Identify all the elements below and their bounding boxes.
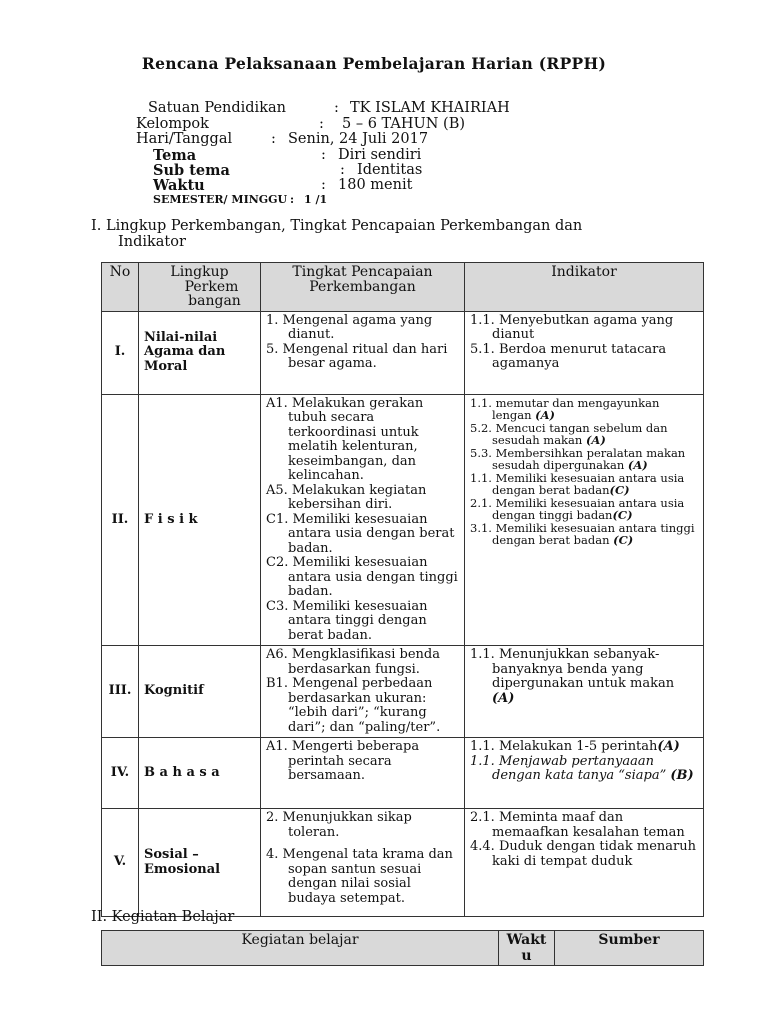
header-waktu-l2: u bbox=[521, 948, 532, 964]
row-indikator bbox=[465, 809, 704, 917]
tingkat-item: 4. Mengenal tata krama dan sopan santun sesuai dengan nilai sosial budaya setempat. bbox=[266, 847, 453, 906]
subtema-value: Identitas bbox=[357, 162, 423, 178]
section1-heading-line2: Indikator bbox=[118, 234, 186, 250]
tingkat-item: C1. Memiliki kesesuaian antara usia dengan berat badan. bbox=[266, 511, 455, 556]
row-lingkup: B a h a s a bbox=[139, 738, 261, 809]
perkembangan-table bbox=[101, 262, 704, 917]
tingkat-item: 5. Mengenal ritual dan hari besar agama. bbox=[266, 341, 448, 371]
header-lingkup bbox=[139, 263, 261, 312]
semester-label: SEMESTER/ MINGGU bbox=[153, 193, 288, 206]
row-tingkat bbox=[261, 809, 465, 917]
kelompok-label: Kelompok bbox=[136, 116, 209, 132]
semester-value: 1 /1 bbox=[304, 193, 328, 206]
section1-heading-line1: I. Lingkup Perkembangan, Tingkat Pencapaian Perkembangan dan bbox=[91, 218, 583, 234]
table-row bbox=[102, 394, 704, 646]
indikator-item: 2.1. Meminta maaf dan memaafkan kesalahan teman bbox=[470, 810, 685, 840]
row-indikator bbox=[465, 311, 704, 394]
tingkat-item: 2. Menunjukkan sikap toleran. bbox=[266, 810, 412, 840]
row-indikator bbox=[465, 738, 704, 809]
subtema-label: Sub tema bbox=[153, 162, 230, 179]
indikator-item: 1.1. Melakukan 1-5 perintah(A) bbox=[470, 739, 680, 754]
waktu-label: Waktu bbox=[153, 177, 205, 194]
header-waktu bbox=[499, 931, 555, 966]
header-lingkup-l2: Perkem bbox=[184, 278, 239, 295]
tingkat-item: C2. Memiliki kesesuaian antara usia dengan tinggi badan. bbox=[266, 555, 458, 599]
indikator-item: 1.1. Menjawab pertanyaaan dengan kata tanya “siapa” (B) bbox=[470, 753, 694, 783]
waktu-value: 180 menit bbox=[338, 177, 413, 193]
hari-value: Senin, 24 Juli 2017 bbox=[288, 131, 429, 147]
semester-sep: : bbox=[290, 193, 295, 206]
row-no: V. bbox=[102, 809, 139, 917]
hari-sep: : bbox=[271, 131, 276, 147]
row-tingkat bbox=[261, 738, 465, 809]
row-lingkup: Sosial – Emosional bbox=[139, 809, 261, 917]
hari-label: Hari/Tanggal bbox=[136, 131, 233, 147]
tingkat-item: C3. Memiliki kesesuaian antara tinggi dengan berat badan. bbox=[266, 598, 428, 643]
tingkat-item: A1. Melakukan gerakan tubuh secara terkoordinasi untuk melatih kelenturan, keseimbangan, dan kelincahan. bbox=[266, 395, 424, 483]
subtema-sep: : bbox=[340, 162, 345, 178]
row-lingkup: Nilai-nilai Agama dan Moral bbox=[139, 311, 261, 394]
indikator-item: 4.4. Duduk dengan tidak menaruh kaki di tempat duduk bbox=[470, 839, 696, 869]
header-indikator: Indikator bbox=[465, 263, 704, 312]
header-tingkat bbox=[261, 263, 465, 312]
indikator-item: 1.1. Memiliki kesesuaian antara usia dengan berat badan(C) bbox=[470, 470, 685, 497]
indikator-item: 5.1. Berdoa menurut tatacara agamanya bbox=[470, 341, 667, 371]
indikator-item: 1.1. Menyebutkan agama yang dianut bbox=[470, 312, 674, 342]
waktu-sep: : bbox=[321, 177, 326, 193]
header-waktu-l1: Wakt bbox=[506, 932, 547, 948]
row-no: I. bbox=[102, 311, 139, 394]
row-lingkup: F i s i k bbox=[139, 394, 261, 646]
indikator-item: 5.3. Membersihkan peralatan makan sesudah dipergunakan (A) bbox=[470, 445, 686, 472]
indikator-item: 1.1. memutar dan mengayunkan lengan (A) bbox=[470, 395, 660, 422]
row-tingkat bbox=[261, 646, 465, 738]
indikator-item: 2.1. Memiliki kesesuaian antara usia dengan tinggi badan(C) bbox=[470, 495, 685, 522]
table-row bbox=[102, 809, 704, 917]
satuan-value: TK ISLAM KHAIRIAH bbox=[350, 100, 510, 116]
row-no: III. bbox=[102, 646, 139, 738]
header-tingkat-l2: Perkembangan bbox=[309, 278, 416, 295]
table-header-row bbox=[102, 263, 704, 312]
kelompok-sep: : bbox=[319, 116, 324, 132]
tingkat-item: 1. Mengenal agama yang dianut. bbox=[266, 312, 433, 342]
tema-label: Tema bbox=[153, 147, 197, 164]
row-indikator bbox=[465, 394, 704, 646]
indikator-item: 5.2. Mencuci tangan sebelum dan sesudah makan (A) bbox=[470, 420, 668, 447]
header-sumber: Sumber bbox=[555, 931, 704, 966]
tingkat-item: A5. Melakukan kegiatan kebersihan diri. bbox=[266, 482, 427, 512]
satuan-sep: : bbox=[334, 100, 339, 116]
indikator-item: 3.1. Memiliki kesesuaian antara tinggi dengan berat badan (C) bbox=[470, 520, 695, 547]
row-no: IV. bbox=[102, 738, 139, 809]
tingkat-item: A6. Mengklasifikasi benda berdasarkan fungsi. bbox=[266, 647, 440, 677]
header-no: No bbox=[102, 263, 139, 312]
row-tingkat bbox=[261, 394, 465, 646]
row-tingkat bbox=[261, 311, 465, 394]
kelompok-value: 5 – 6 TAHUN (B) bbox=[342, 116, 466, 132]
tema-value: Diri sendiri bbox=[338, 147, 422, 163]
tingkat-item: A1. Mengerti beberapa perintah secara bersamaan. bbox=[266, 739, 420, 783]
satuan-label: Satuan Pendidikan bbox=[148, 100, 286, 116]
header-lingkup-l3: bangan bbox=[188, 293, 241, 309]
header-lingkup-l1: Lingkup bbox=[170, 264, 229, 280]
indikator-item: 1.1. Menunjukkan sebanyak-banyaknya benda yang dipergunakan untuk makan (A) bbox=[470, 647, 675, 706]
table-row bbox=[102, 311, 704, 394]
row-no: II. bbox=[102, 394, 139, 646]
tema-sep: : bbox=[321, 147, 326, 163]
header-kegiatan: Kegiatan belajar bbox=[102, 931, 499, 966]
header-tingkat-l1: Tingkat Pencapaian bbox=[292, 264, 433, 280]
row-indikator bbox=[465, 646, 704, 738]
table-row bbox=[102, 738, 704, 809]
kegiatan-header-row bbox=[102, 931, 704, 966]
section2-heading: II. Kegiatan Belajar bbox=[91, 909, 235, 925]
row-lingkup: Kognitif bbox=[139, 646, 261, 738]
table-row bbox=[102, 646, 704, 738]
kegiatan-table bbox=[101, 930, 704, 966]
tingkat-item: B1. Mengenal perbedaan berdasarkan ukuran: “lebih dari”; “kurang dari”; dan “paling/ter”. bbox=[266, 676, 441, 735]
page-title: Rencana Pelaksanaan Pembelajaran Harian (RPPH) bbox=[141, 54, 607, 73]
